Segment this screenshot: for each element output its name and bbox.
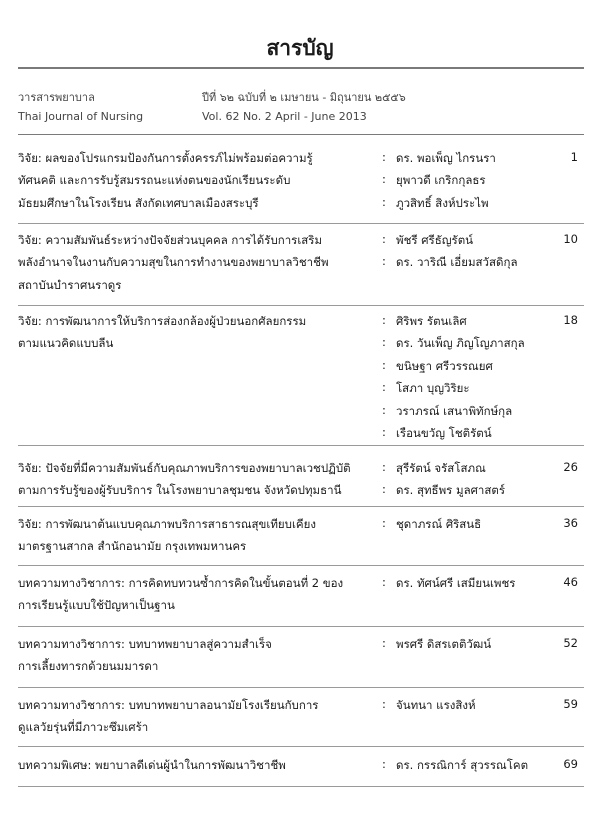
page-number: 36 <box>563 516 578 530</box>
author-separator: : <box>382 516 386 530</box>
article-title-line: พลังอำนาจในงานกับความสุขในการทำงานของพยาบาลวิชาชีพ <box>18 255 329 270</box>
page-number: 18 <box>563 313 578 327</box>
article-title-line: ตามแนวคิดแบบลีน <box>18 336 114 351</box>
author-name: ศิริพร รัตนเลิศ <box>396 314 467 328</box>
page-number: 26 <box>563 460 578 474</box>
journal-name-english: Thai Journal of Nursing <box>18 110 144 123</box>
author-separator: : <box>382 425 386 439</box>
author-separator: : <box>382 335 386 350</box>
article-title-line: ตามการรับรู้ของผู้รับบริการ ในโรงพยาบาลชุมชน จังหวัดปทุมธานี <box>18 483 342 498</box>
author-separator: : <box>382 150 386 164</box>
article-title-line: วิจัย: ความสัมพันธ์ระหว่างปัจจัยส่วนบุคคล การได้รับการเสริม <box>18 233 323 247</box>
author-separator: : <box>382 757 386 771</box>
author-separator: : <box>382 575 386 589</box>
author-separator: : <box>382 460 386 474</box>
author-name: ขนิษฐา ศรีวรรณยศ <box>396 358 493 373</box>
author-separator: : <box>382 380 386 395</box>
top-divider <box>18 67 584 69</box>
article-title-line: บทความทางวิชาการ: บทบาทพยาบาลอนามัยโรงเรียนกับการ <box>18 698 319 712</box>
author-separator: : <box>382 232 386 246</box>
author-name: พัชรี ศรีธัญรัตน์ <box>396 233 474 247</box>
author-separator: : <box>382 313 386 327</box>
page-number: 59 <box>563 697 578 711</box>
author-name: ดร. วันเพ็ญ ภิญโญภาสกุล <box>396 336 525 351</box>
divider-line <box>18 305 584 306</box>
page-number: 46 <box>563 575 578 589</box>
author-name: ดร. กรรณิการ์ สุวรรณโคต <box>396 758 529 772</box>
author-name: สุรีรัตน์ จรัสโสภณ <box>396 461 486 475</box>
article-title-line: มาตรฐานสากล สำนักอนามัย กรุงเทพมหานคร <box>18 539 247 554</box>
author-name: พรศรี ดิสรเตติวัฒน์ <box>396 637 492 651</box>
article-title-line: มัธยมศึกษาในโรงเรียน สังกัดเทศบาลเมืองสระบุรี <box>18 195 259 210</box>
author-name: ภูวสิทธิ์ สิงห์ประไพ <box>396 195 489 210</box>
article-title-line: การเรียนรู้แบบใช้ปัญหาเป็นฐาน <box>18 598 175 613</box>
author-name: โสภา บุญวิริยะ <box>396 381 470 396</box>
author-separator: : <box>382 172 386 187</box>
author-name: ดร. ทัศน์ศรี เสมียนเพชร <box>396 576 516 590</box>
issue-info-english: Vol. 62 No. 2 April - June 2013 <box>202 110 367 123</box>
divider-line <box>18 223 584 224</box>
author-separator: : <box>382 697 386 711</box>
article-title-line: บทความทางวิชาการ: การคิดทบทวนซ้ำการคิดในขั้นตอนที่ 2 ของ <box>18 576 344 590</box>
author-separator: : <box>382 357 386 372</box>
journal-name-thai: วารสารพยาบาล <box>18 91 95 104</box>
author-name: ดร. วาริณี เอี่ยมสวัสดิกุล <box>396 255 518 270</box>
author-name: ดร. พอเพ็ญ ไกรนรา <box>396 151 496 165</box>
author-name: ชุดาภรณ์ ศิริสนธิ <box>396 517 482 531</box>
author-separator: : <box>382 482 386 497</box>
article-title-line: บทความทางวิชาการ: บทบาทพยาบาลสู่ความสำเร็จ <box>18 637 272 651</box>
article-title-line: วิจัย: การพัฒนาการให้บริการส่องกล้องผู้ป่วยนอกศัลยกรรม <box>18 314 307 328</box>
author-name: ยุพาวดี เกริกกุลธร <box>396 173 486 188</box>
article-title-line: วิจัย: ปัจจัยที่มีความสัมพันธ์กับคุณภาพบริการของพยาบาลเวชปฏิบัติ <box>18 461 351 475</box>
divider-line <box>18 746 584 747</box>
page-title: สารบัญ <box>266 36 334 60</box>
issue-info-thai: ปีที่ ๖๒ ฉบับที่ ๒ เมษายน - มิถุนายน ๒๕๕๖ <box>202 91 406 104</box>
article-title-line: วิจัย: ผลของโปรแกรมป้องกันการตั้งครรภ์ไม่พร้อมต่อความรู้ <box>18 151 313 165</box>
article-title-line: ดูแลวัยรุ่นที่มีภาวะซึมเศร้า <box>18 720 149 735</box>
author-separator: : <box>382 194 386 209</box>
article-title-line: สถาบันบำราศนราดูร <box>18 277 122 292</box>
article-title-line: วิจัย: การพัฒนาต้นแบบคุณภาพบริการสาธารณสุขเทียบเคียง <box>18 517 316 531</box>
page-number: 1 <box>570 150 578 164</box>
author-separator: : <box>382 636 386 650</box>
divider-line <box>18 687 584 688</box>
author-name: วราภรณ์ เสนาพิทักษ์กุล <box>396 403 513 418</box>
author-name: ดร. สุทธีพร มูลศาสตร์ <box>396 483 506 498</box>
divider-line <box>18 445 584 446</box>
author-name: เรือนขวัญ โชติรัตน์ <box>396 426 492 440</box>
divider-line <box>18 626 584 627</box>
header-divider <box>18 134 584 135</box>
article-title-line: การเลี้ยงทารกด้วยนมมารดา <box>18 659 159 674</box>
page-number: 52 <box>563 636 578 650</box>
divider-line <box>18 786 584 787</box>
divider-line <box>18 506 584 507</box>
author-separator: : <box>382 254 386 269</box>
divider-line <box>18 565 584 566</box>
page-number: 69 <box>563 757 578 771</box>
article-title-line: ทัศนคติ และการรับรู้สมรรถนะแห่งตนของนักเรียนระดับ <box>18 173 291 188</box>
article-title-line: บทความพิเศษ: พยาบาลดีเด่นผู้นำในการพัฒนาวิชาชีพ <box>18 758 286 772</box>
author-separator: : <box>382 402 386 417</box>
page-number: 10 <box>563 232 578 246</box>
author-name: จันทนา แรงสิงห์ <box>396 698 476 712</box>
